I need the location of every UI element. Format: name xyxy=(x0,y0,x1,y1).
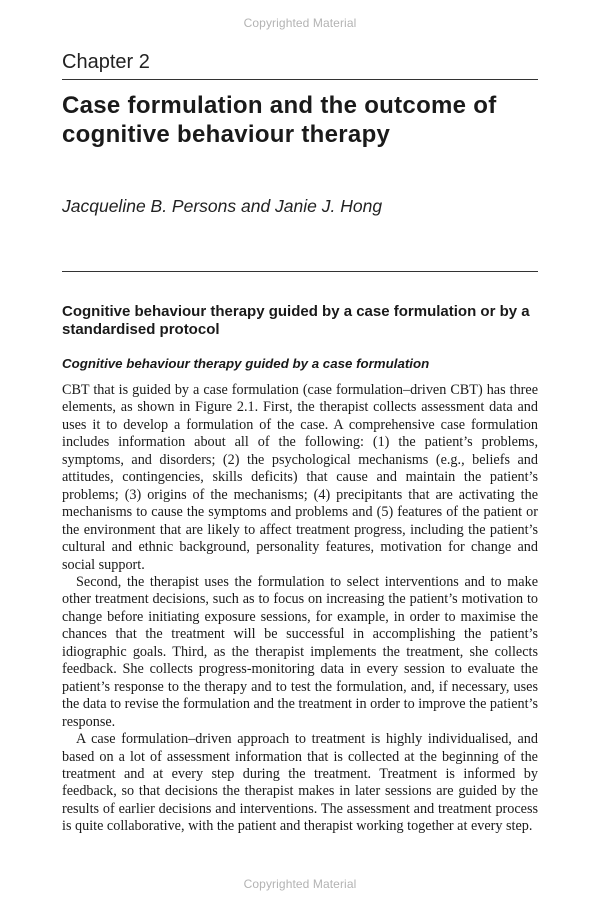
section-heading: Cognitive behaviour therapy guided by a case formulation or by a standardised protocol xyxy=(62,303,530,338)
copyright-watermark-top: Copyrighted Material xyxy=(243,16,357,30)
paragraph-3: A case formulation–driven approach to treatment is highly individualised, and based on a lot of assessment information that is collected at the beginning of the treatment and at every step during the treatment. Treatment is informed by feedback, so that decisions the therapist makes in later sessions are guided by the results of earlier decisions and interventions. The assessment and treatment process is quite collaborative, with the patient and therapist working together at every step. xyxy=(62,731,538,835)
paragraph-1: CBT that is guided by a case formulation (case formulation–driven CBT) has three elements, as shown in Figure 2.1. First, the therapist collects assessment data and uses it to develop a formulation of the case. A comprehensive case formulation includes information about all of the following: (1) the patient’s problems, symptoms, and disorders; (2) the psychological mechanisms (e.g., beliefs and attitudes, contingencies, skills deficits) that cause and maintain the patient’s problems; (3) origins of the mechanisms; (4) precipitants that are activating the mechanisms to cause the symptoms and problems and (5) features of the patient or the environment that are likely to affect treatment progress, including the patient’s cultural and ethnic background, personality features, motivation for change and social support. xyxy=(62,382,538,573)
chapter-divider xyxy=(62,79,538,80)
subsection-heading: Cognitive behaviour therapy guided by a case formulation xyxy=(62,356,430,371)
copyright-watermark-bottom: Copyrighted Material xyxy=(243,877,357,891)
paragraph-2: Second, the therapist uses the formulation to select interventions and to make other treatment decisions, such as to focus on increasing the patient’s motivation to change before initiating exposure sessions, for example, in order to maximise the chances that the treatment will be successful in accomplishing the patient’s idiographic goals. Third, as the therapist implements the treatment, she collects feedback. She collects progress-monitoring data in every session to evaluate the patient’s response to the therapy and to test the formulation, and, if necessary, uses the data to revise the formulation and the treatment in order to improve the patient’s response. xyxy=(62,573,538,730)
chapter-label: Chapter 2 xyxy=(62,51,150,73)
chapter-title: Case formulation and the outcome of cognitive behaviour therapy xyxy=(62,92,497,148)
body-text xyxy=(62,382,538,836)
title-block-divider xyxy=(62,271,538,272)
chapter-authors: Jacqueline B. Persons and Janie J. Hong xyxy=(62,196,383,216)
